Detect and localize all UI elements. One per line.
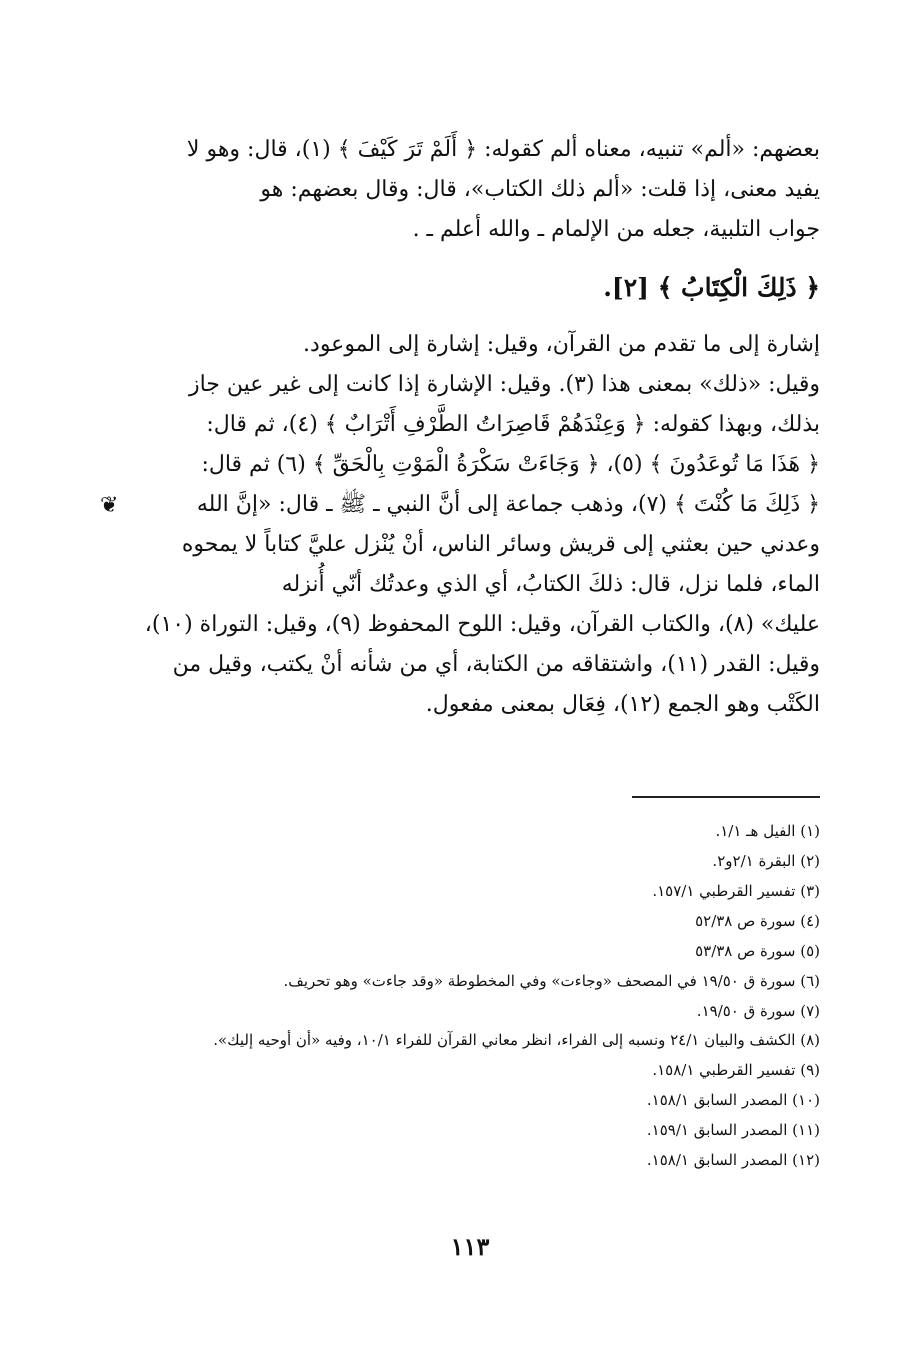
text-line: عليك» (٨)، والكتاب القرآن، وقيل: اللوح المحفوظ (٩)، وقيل: التوراة (١٠)، [144, 612, 820, 637]
text-line: يفيد معنى، إذا قلت: «ألم ذلك الكتاب»، قال: وقال بعضهم: هو [260, 177, 820, 202]
text-line: ﴿ هَذَا مَا تُوعَدُونَ ﴾ (٥)، ﴿ وَجَاءَتْ سَكْرَةُ الْمَوْتِ بِالْحَقِّ ﴾ (٦) ثم قال: [201, 452, 820, 477]
text-line: جواب التلبية، جعله من الإلمام ـ والله أعلم ـ . [412, 217, 820, 242]
text-line: وقيل: القدر (١١)، واشتقاقه من الكتابة، أي من شأنه أنْ يكتب، وقيل من [172, 652, 820, 677]
footnote-item: (١٠) المصدر السابق ١٥٨/١. [646, 1091, 820, 1109]
footnote-item: (٥) سورة ص ٥٣/٣٨ [695, 942, 820, 960]
footnote-item: (١) الفيل هـ ١/١. [715, 822, 820, 840]
footnote-item: (٨) الكشف والبيان ٢٤/١ ونسبه إلى الفراء، انظر معاني القرآن للفراء ١٠/١، وفيه «أن أوحيه إليك». [213, 1031, 820, 1049]
book-page [100, 120, 820, 1300]
text-line: وعدني حين بعثني إلى قريش وسائر الناس، أنْ يُنْزل عليَّ كتاباً لا يمحوه [181, 532, 820, 557]
text-line: بذلك، وبهذا كقوله: ﴿ وَعِنْدَهُمْ قَاصِرَاتُ الطَّرْفِ أَتْرَابٌ ﴾ (٤)، ثم قال: [206, 412, 820, 437]
text-line: ﴿ ذَلِكَ مَا كُنْتَ ﴾ (٧)، وذهب جماعة إلى أنَّ النبي ـ ﷺ ـ قال: «إنَّ الله [196, 492, 820, 517]
text-line: وقيل: «ذلك» بمعنى هذا (٣). وقيل: الإشارة إذا كانت إلى غير عين جاز [188, 372, 820, 397]
margin-ornament-icon: ❦ [100, 493, 119, 518]
footnote-item: (٦) سورة ق ١٩/٥٠ في المصحف «وجاءت» وفي المخطوطة «وقد جاءت» وهو تحريف. [283, 972, 820, 990]
footnote-item: (٧) سورة ق ١٩/٥٠. [696, 1002, 820, 1020]
footnote-item: (١١) المصدر السابق ١٥٩/١. [646, 1121, 820, 1139]
footnote-item: (٤) سورة ص ٥٢/٣٨ [695, 912, 820, 930]
footnote-item: (١٢) المصدر السابق ١٥٨/١. [646, 1151, 820, 1169]
footnotes-list [120, 816, 820, 1175]
footnote-item: (٢) البقرة ٢/١و٢. [712, 852, 820, 870]
text-line: الكَتْب وهو الجمع (١٢)، فِعَال بمعنى مفعول. [425, 692, 820, 717]
verse-heading: ﴿ ذَلِكَ الْكِتَابُ ﴾ [٢]. [603, 273, 820, 302]
paragraph-commentary [120, 325, 820, 725]
footnote-item: (٩) تفسير القرطبي ١٥٨/١. [652, 1061, 820, 1079]
text-line: إشارة إلى ما تقدم من القرآن، وقيل: إشارة إلى الموعود. [303, 332, 820, 357]
paragraph-intro [120, 130, 820, 250]
footnote-item: (٣) تفسير القرطبي ١٥٧/١. [652, 882, 820, 900]
text-line: الماء، فلما نزل، قال: ذلكَ الكتابُ، أي الذي وعدتُك أنّي أُنزله [281, 572, 820, 597]
footnote-divider [632, 796, 820, 798]
text-line: بعضهم: «ألم» تنبيه، معناه ألم كقوله: ﴿ أَلَمْ تَرَ كَيْفَ ﴾ (١)، قال: وهو لا [186, 137, 820, 162]
page-number: ١١٣ [450, 1232, 490, 1261]
